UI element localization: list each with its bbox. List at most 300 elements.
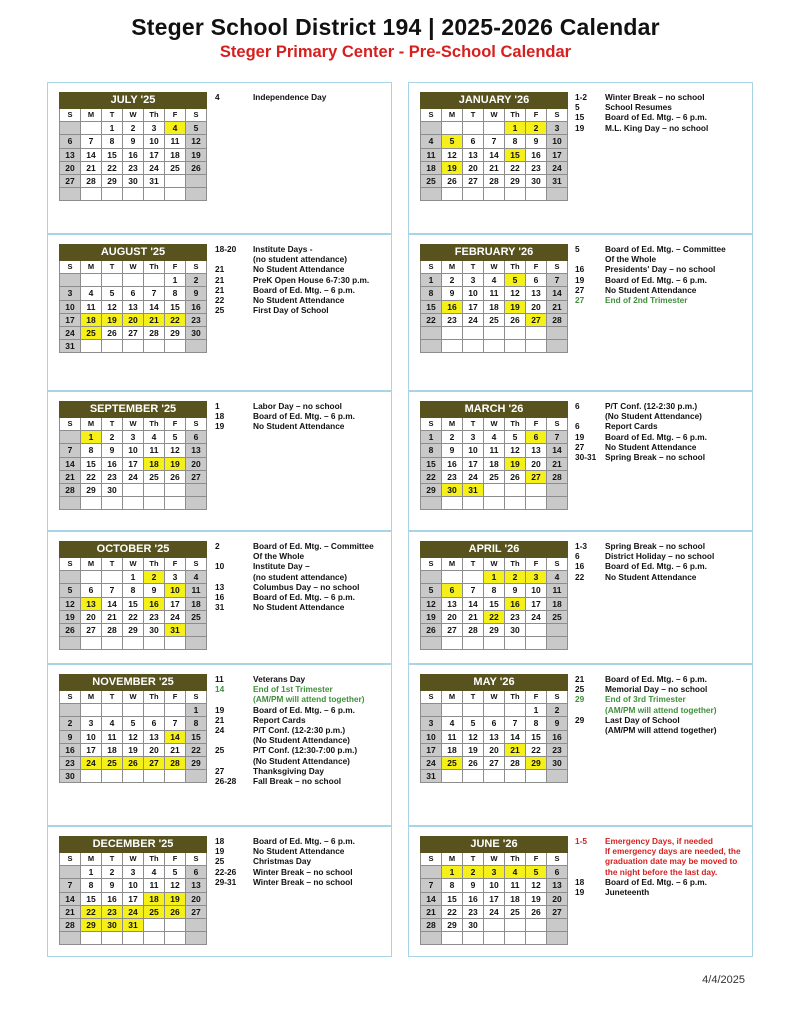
day-cell: 14 [505,730,526,743]
day-cell [442,122,463,135]
day-cell: 25 [442,756,463,769]
day-cell: 23 [102,905,123,918]
month-panel [408,826,753,957]
month-header: APRIL '26 [421,542,568,558]
day-cell: 2 [123,122,144,135]
day-cell: 17 [526,597,547,610]
weekday-label: M [81,558,102,571]
weekday-label: S [60,853,81,866]
day-cell: 24 [484,905,505,918]
day-cell: 6 [186,431,207,444]
day-cell: 26 [186,161,207,174]
day-cell: 21 [547,457,568,470]
note-item [215,582,387,592]
note-date: 29-31 [215,876,237,887]
day-cell: 15 [421,457,442,470]
note-item [215,674,387,684]
day-cell: 4 [144,866,165,879]
day-cell [186,637,207,650]
day-cell [442,571,463,584]
day-cell: 13 [186,444,207,457]
day-cell: 7 [421,879,442,892]
note-text: Board of Ed. Mtg. – 6 p.m. [253,411,355,422]
note-text: No Student Attendance [605,571,697,582]
day-cell: 21 [421,905,442,918]
weekday-label: F [526,853,547,866]
day-cell: 25 [547,610,568,623]
weekday-label: S [421,853,442,866]
note-text: Report Cards [605,421,658,432]
day-cell: 12 [123,730,144,743]
day-cell: 8 [421,444,442,457]
day-cell [442,188,463,201]
day-cell: 23 [547,743,568,756]
day-cell: 25 [484,470,505,483]
day-cell [165,770,186,783]
day-cell [81,770,102,783]
day-cell: 15 [442,892,463,905]
day-cell: 18 [186,597,207,610]
day-cell: 1 [123,571,144,584]
day-cell: 5 [505,431,526,444]
day-cell: 11 [102,730,123,743]
weekday-label: W [484,418,505,431]
day-cell [102,497,123,510]
day-cell: 11 [505,879,526,892]
day-cell: 22 [421,470,442,483]
day-cell: 8 [165,287,186,300]
day-cell: 14 [463,597,484,610]
day-cell: 3 [144,122,165,135]
weekday-label: T [463,418,484,431]
day-cell [186,497,207,510]
day-cell: 5 [463,717,484,730]
day-cell: 26 [421,623,442,636]
day-cell: 30 [102,483,123,496]
weekday-label: T [102,261,123,274]
note-item [575,275,748,285]
day-cell: 6 [144,717,165,730]
note-item [215,836,387,846]
day-cell: 13 [186,879,207,892]
day-cell: 21 [463,610,484,623]
day-cell: 4 [421,135,442,148]
day-cell: 23 [123,161,144,174]
day-cell: 9 [144,584,165,597]
weekday-label: F [526,691,547,704]
day-cell: 20 [526,300,547,313]
weekday-label: S [60,109,81,122]
day-cell [186,340,207,353]
note-item [575,285,748,295]
day-cell [144,637,165,650]
day-cell [186,623,207,636]
day-cell: 16 [442,300,463,313]
note-date: 19 [575,431,585,442]
note-item [215,541,387,561]
note-date: 27 [575,441,585,452]
note-item [215,745,387,765]
note-item [215,776,387,786]
day-cell: 27 [81,623,102,636]
day-cell: 18 [484,300,505,313]
day-cell [186,932,207,945]
day-cell: 28 [102,623,123,636]
day-cell [81,571,102,584]
day-cell: 2 [60,717,81,730]
day-cell: 25 [484,313,505,326]
day-cell [102,188,123,201]
day-cell: 3 [463,431,484,444]
day-cell: 12 [463,730,484,743]
month-calendar [420,674,568,783]
day-cell: 30 [547,756,568,769]
day-cell: 27 [484,756,505,769]
weekday-label: S [421,261,442,274]
note-date: 19 [215,704,225,715]
day-cell [421,637,442,650]
day-cell: 13 [60,148,81,161]
day-cell: 30 [442,483,463,496]
note-item [575,877,748,887]
day-cell: 15 [165,300,186,313]
day-cell: 11 [81,300,102,313]
day-cell: 17 [463,457,484,470]
note-date: 21 [215,714,225,725]
day-cell: 25 [144,470,165,483]
day-cell: 9 [442,287,463,300]
day-cell: 14 [60,892,81,905]
day-cell [442,497,463,510]
note-date: 19 [215,846,225,857]
day-cell [186,918,207,931]
day-cell [421,497,442,510]
day-cell: 24 [123,905,144,918]
month-calendar [420,836,568,945]
day-cell: 19 [123,743,144,756]
day-cell: 5 [60,584,81,597]
month-notes [575,401,748,462]
weekday-label: Th [505,418,526,431]
day-cell: 9 [463,879,484,892]
day-cell [547,340,568,353]
day-cell: 23 [526,161,547,174]
weekday-label: S [547,261,568,274]
day-cell: 17 [165,597,186,610]
day-cell: 7 [60,879,81,892]
day-cell: 2 [526,122,547,135]
note-date: 29 [575,694,585,705]
day-cell: 20 [463,161,484,174]
day-cell: 29 [421,483,442,496]
note-date: 22-26 [215,866,237,877]
note-item [575,92,748,102]
day-cell: 26 [505,313,526,326]
day-cell: 23 [442,470,463,483]
day-cell: 9 [186,287,207,300]
month-calendar [420,244,568,353]
weekday-label: Th [144,418,165,431]
note-item [215,766,387,776]
day-cell: 14 [165,730,186,743]
day-cell: 13 [123,300,144,313]
day-cell: 24 [60,326,81,339]
note-text: Board of Ed. Mtg. – 6 p.m. [605,431,707,442]
day-cell: 26 [123,756,144,769]
note-text: P/T Conf. (12-2:30 p.m.) (No Student Attendance) [253,725,350,746]
page-title: Steger School District 194 | 2025-2026 Calendar [131,14,660,40]
weekday-label: S [186,109,207,122]
note-date: 14 [215,684,225,695]
day-cell: 27 [60,174,81,187]
day-cell: 27 [123,326,144,339]
day-cell: 28 [60,483,81,496]
day-cell: 24 [165,610,186,623]
note-item [575,421,748,431]
day-cell: 11 [442,730,463,743]
note-text: Emergency Days, if needed If emergency days are needed, the graduation date may be moved to the night before the last day. [605,836,741,877]
note-item [575,887,748,897]
day-cell: 2 [442,431,463,444]
day-cell [505,932,526,945]
month-notes [215,244,387,315]
note-item [575,432,748,442]
day-cell: 9 [102,444,123,457]
note-date: 19 [575,274,585,285]
day-cell: 3 [165,571,186,584]
day-cell: 25 [421,174,442,187]
day-cell: 19 [165,892,186,905]
day-cell: 3 [123,431,144,444]
day-cell [442,770,463,783]
note-item [575,123,748,133]
note-date: 1 [215,401,220,411]
month-calendar [59,401,207,510]
day-cell [547,188,568,201]
note-text: Board of Ed. Mtg. – 6 p.m. [605,674,707,684]
day-cell: 21 [60,905,81,918]
day-cell: 7 [81,135,102,148]
month-notes [215,674,387,786]
day-cell [165,340,186,353]
day-cell [505,340,526,353]
day-cell: 30 [102,918,123,931]
note-item [215,421,387,431]
note-item [575,102,748,112]
day-cell [60,637,81,650]
month-header: MARCH '26 [421,402,568,418]
weekday-label: F [526,109,547,122]
day-cell: 15 [526,730,547,743]
note-date: 27 [575,295,585,306]
day-cell: 22 [165,313,186,326]
day-cell: 7 [484,135,505,148]
day-cell: 1 [421,274,442,287]
day-cell: 16 [123,148,144,161]
day-cell: 9 [123,135,144,148]
note-text: Board of Ed. Mtg. – 6 p.m. [253,592,355,603]
day-cell: 24 [144,161,165,174]
day-cell: 20 [186,892,207,905]
day-cell [505,326,526,339]
day-cell [144,932,165,945]
day-cell [60,704,81,717]
note-date: 16 [215,592,225,603]
day-cell: 14 [547,287,568,300]
day-cell [484,918,505,931]
note-date: 27 [575,284,585,295]
day-cell: 16 [505,597,526,610]
day-cell [123,188,144,201]
note-date: 25 [215,745,225,756]
day-cell: 20 [484,743,505,756]
day-cell: 24 [123,470,144,483]
day-cell: 6 [81,584,102,597]
note-date: 21 [215,264,225,275]
day-cell [463,326,484,339]
day-cell [463,704,484,717]
day-cell [81,497,102,510]
day-cell: 20 [547,892,568,905]
note-text: Independence Day [253,92,327,102]
day-cell: 14 [60,457,81,470]
day-cell: 13 [526,444,547,457]
day-cell [484,932,505,945]
month-panel [47,391,392,531]
day-cell: 11 [186,584,207,597]
day-cell: 23 [102,470,123,483]
day-cell [526,483,547,496]
day-cell [165,483,186,496]
day-cell [102,704,123,717]
day-cell: 29 [442,918,463,931]
day-cell: 5 [102,287,123,300]
day-cell [547,918,568,931]
day-cell: 2 [547,704,568,717]
day-cell: 14 [484,148,505,161]
day-cell: 23 [442,313,463,326]
weekday-label: S [421,691,442,704]
day-cell [60,497,81,510]
day-cell: 10 [484,879,505,892]
day-cell: 18 [144,892,165,905]
day-cell: 14 [102,597,123,610]
day-cell: 16 [526,148,547,161]
day-cell [526,326,547,339]
month-panel [408,82,753,234]
day-cell: 22 [505,161,526,174]
day-cell [505,483,526,496]
day-cell [123,770,144,783]
month-header: MAY '26 [421,675,568,691]
weekday-label: Th [144,853,165,866]
month-header: NOVEMBER '25 [60,675,207,691]
day-cell: 28 [60,918,81,931]
note-date: 30-31 [575,452,597,463]
day-cell [165,637,186,650]
day-cell: 1 [442,866,463,879]
day-cell: 24 [526,610,547,623]
weekday-label: F [526,261,547,274]
day-cell: 3 [123,866,144,879]
weekday-label: W [123,853,144,866]
note-text: Spring Break – no school [605,452,706,463]
day-cell: 27 [526,470,547,483]
note-text: Christmas Day [253,856,312,867]
weekday-label: S [421,418,442,431]
day-cell: 12 [102,300,123,313]
day-cell: 6 [547,866,568,879]
day-cell [526,497,547,510]
day-cell: 29 [526,756,547,769]
day-cell: 31 [421,770,442,783]
weekday-label: Th [505,691,526,704]
note-text: Institute Day – (no student attendance) [253,561,348,582]
note-date: 18 [575,876,585,887]
day-cell: 1 [526,704,547,717]
day-cell: 24 [463,313,484,326]
day-cell [165,188,186,201]
day-cell: 3 [463,274,484,287]
month-notes [215,401,387,432]
day-cell: 28 [484,174,505,187]
day-cell: 9 [60,730,81,743]
day-cell: 4 [165,122,186,135]
day-cell: 17 [421,743,442,756]
day-cell: 19 [421,610,442,623]
day-cell [526,932,547,945]
day-cell: 10 [421,730,442,743]
day-cell: 24 [421,756,442,769]
note-item [215,684,387,704]
weekday-label: T [463,691,484,704]
note-text: End of 3rd Trimester (AM/PM will attend together) [605,694,717,715]
day-cell: 3 [547,122,568,135]
weekday-label: F [165,261,186,274]
day-cell: 18 [505,892,526,905]
note-item [215,856,387,866]
note-text: Board of Ed. Mtg. – 6 p.m. [253,704,355,715]
day-cell: 17 [547,148,568,161]
day-cell: 2 [144,571,165,584]
day-cell [123,704,144,717]
day-cell: 6 [526,274,547,287]
day-cell: 1 [81,431,102,444]
day-cell: 10 [81,730,102,743]
day-cell: 6 [123,287,144,300]
note-item [575,401,748,421]
note-date: 21 [215,284,225,295]
note-text: Institute Days - (no student attendance) [253,244,348,265]
day-cell: 23 [186,313,207,326]
day-cell [484,188,505,201]
day-cell: 31 [547,174,568,187]
day-cell: 17 [144,148,165,161]
day-cell: 26 [165,905,186,918]
day-cell: 6 [186,866,207,879]
day-cell [60,932,81,945]
day-cell: 8 [123,584,144,597]
note-text: District Holiday – no school [605,551,715,562]
weekday-label: T [102,853,123,866]
day-cell: 20 [526,457,547,470]
day-cell: 15 [102,148,123,161]
note-item [215,305,387,315]
day-cell: 21 [165,743,186,756]
day-cell [81,122,102,135]
weekday-label: W [484,558,505,571]
day-cell: 28 [81,174,102,187]
